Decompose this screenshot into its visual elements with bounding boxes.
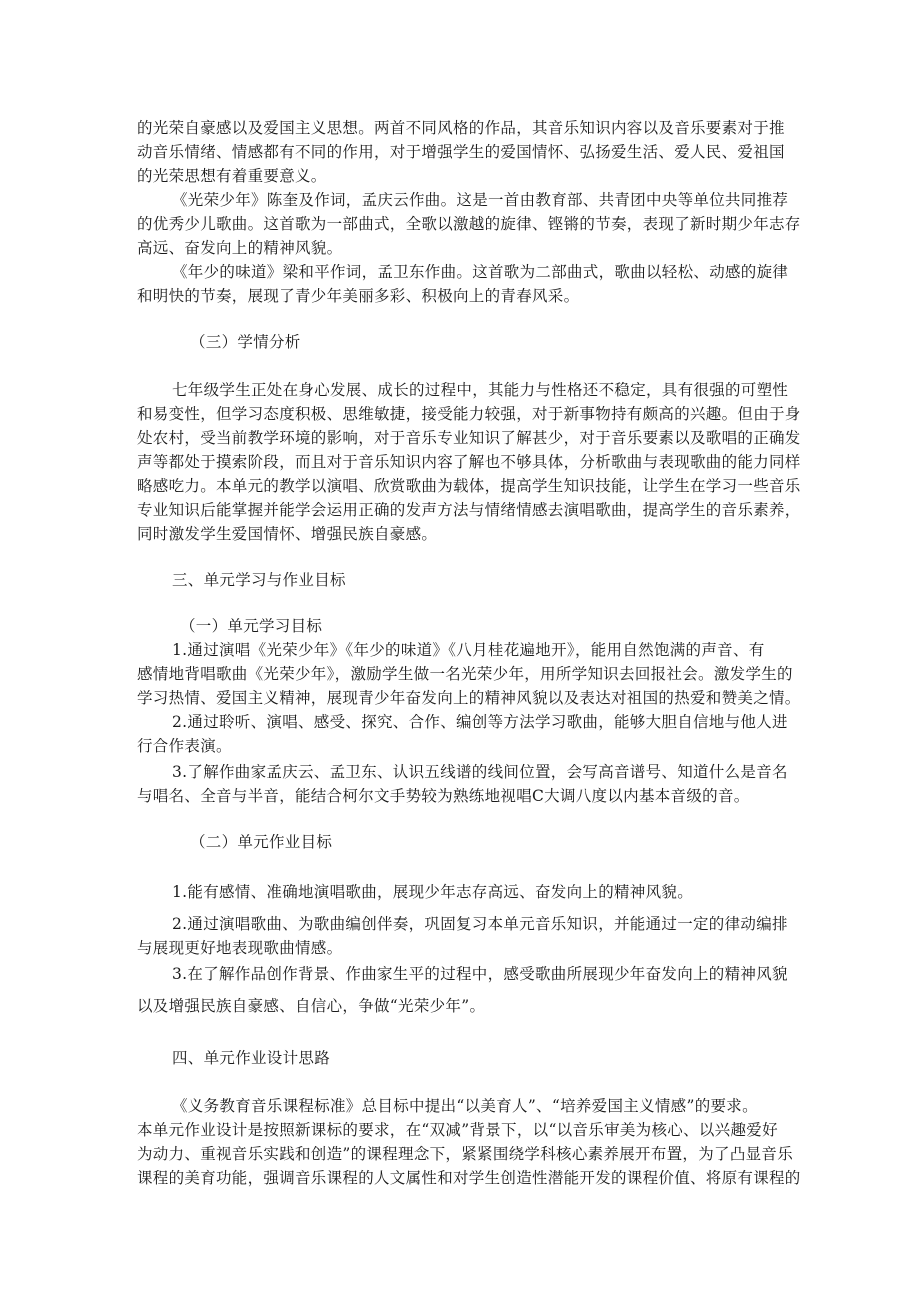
paragraph-line: 和易变性，但学习态度积极、思维敏捷，接受能力较强，对于新事物持有颇高的兴趣。但由于身 [137,405,801,423]
paragraph-line: 和明快的节奏，展现了青少年美丽多彩、积极向上的青春风采。 [137,287,580,305]
paragraph-line: 略感吃力。本单元的教学以演唱、欣赏歌曲为载体，提高学生知识技能，让学生在学习一些音乐 [137,477,801,495]
list-item-line: 3.了解作曲家孟庆云、孟卫东、认识五线谱的线间位置，会写高音谱号、知道什么是音名 [172,763,788,781]
list-item-line: 与唱名、全音与半音，能结合柯尔文手势较为熟练地视唱C大调八度以内基本音级的音。 [137,787,750,805]
section-heading: （三）学情分析 [190,333,301,351]
paragraph-line: 课程的美育功能，强调音乐课程的人文属性和对学生创造性潜能开发的课程价值、将原有课程的 [137,1169,801,1187]
list-item-line: 3.在了解作品创作背景、作曲家生平的过程中，感受歌曲所展现少年奋发向上的精神风貌 [172,965,788,983]
paragraph-line: 处农村，受当前教学环境的影响，对于音乐专业知识了解甚少，对于音乐要素以及歌唱的正确发 [137,429,801,447]
list-item-line: 2.通过演唱歌曲、为歌曲编创伴奏，巩固复习本单元音乐知识，并能通过一定的律动编排 [172,915,788,933]
list-item-line: 1.通过演唱《光荣少年》《年少的味道》《八月桂花遍地开》，能用自然饱满的声音、有 [172,641,765,659]
list-item-line: 以及增强民族自豪感、自信心，争做“光荣少年”。 [137,997,486,1015]
section-heading: （二）单元作业目标 [190,833,333,851]
list-item-line: 感情地背唱歌曲《光荣少年》，激励学生做一名光荣少年，用所学知识去回报社会。激发学生的 [137,665,793,683]
section-heading: 四、单元作业设计思路 [172,1049,331,1067]
paragraph-line: 的光荣自豪感以及爱国主义思想。两首不同风格的作品，其音乐知识内容以及音乐要素对于推 [137,119,785,137]
paragraph-line: 声等都处于摸索阶段，而且对于音乐知识内容了解也不够具体，分析歌曲与表现歌曲的能力同样 [137,453,801,471]
paragraph-line: 七年级学生正处在身心发展、成长的过程中，其能力与性格还不稳定，具有很强的可塑性 [172,381,789,399]
section-heading: 三、单元学习与作业目标 [172,571,346,589]
paragraph-line: 的优秀少儿歌曲。这首歌为一部曲式，全歌以激越的旋律、铿锵的节奏，表现了新时期少年志存 [137,215,801,233]
paragraph-line: 《光荣少年》陈奎及作词，孟庆云作曲。这是一首由教育部、共青团中央等单位共同推荐 [172,191,789,209]
list-item-line: 2.通过聆听、演唱、感受、探究、合作、编创等方法学习歌曲，能够大胆自信地与他人进 [172,713,788,731]
list-item-line: 1.能有感情、准确地演唱歌曲，展现少年志存高远、奋发向上的精神风貌。 [172,883,693,901]
list-item-line: 行合作表演。 [137,737,232,755]
list-item-line: 学习热情、爱国主义精神，展现青少年奋发向上的精神风貌以及表达对祖国的热爱和赞美之情。 [137,689,801,707]
paragraph-line: 同时激发学生爱国情怀、增强民族自豪感。 [137,525,438,543]
paragraph-line: 《义务教育音乐课程标准》总目标中提出“以美育人”、“培养爱国主义情感”的要求。 [172,1097,758,1115]
paragraph-line: 的光荣思想有着重要意义。 [137,167,327,185]
paragraph-line: 为动力、重视音乐实践和创造”的课程理念下，紧紧围绕学科核心素养展开布置，为了凸显音乐 [137,1145,794,1163]
list-item-line: 与展现更好地表现歌曲情感。 [137,939,343,957]
paragraph-line: 动音乐情绪、情感都有不同的作用，对于增强学生的爱国情怀、弘扬爱生活、爱人民、爱祖国 [137,143,785,161]
paragraph-line: 专业知识后能掌握并能学会运用正确的发声方法与情绪情感去演唱歌曲，提高学生的音乐素养， [137,501,801,519]
paragraph-line: 高远、奋发向上的精神风貌。 [137,239,343,257]
paragraph-line: 《年少的味道》梁和平作词，孟卫东作曲。这首歌为二部曲式，歌曲以轻松、动感的旋律 [172,263,789,281]
paragraph-line: 本单元作业设计是按照新课标的要求，在“双减”背景下，以“以音乐审美为核心、以兴趣爱好 [137,1121,778,1139]
section-heading: （一）单元学习目标 [180,617,323,635]
